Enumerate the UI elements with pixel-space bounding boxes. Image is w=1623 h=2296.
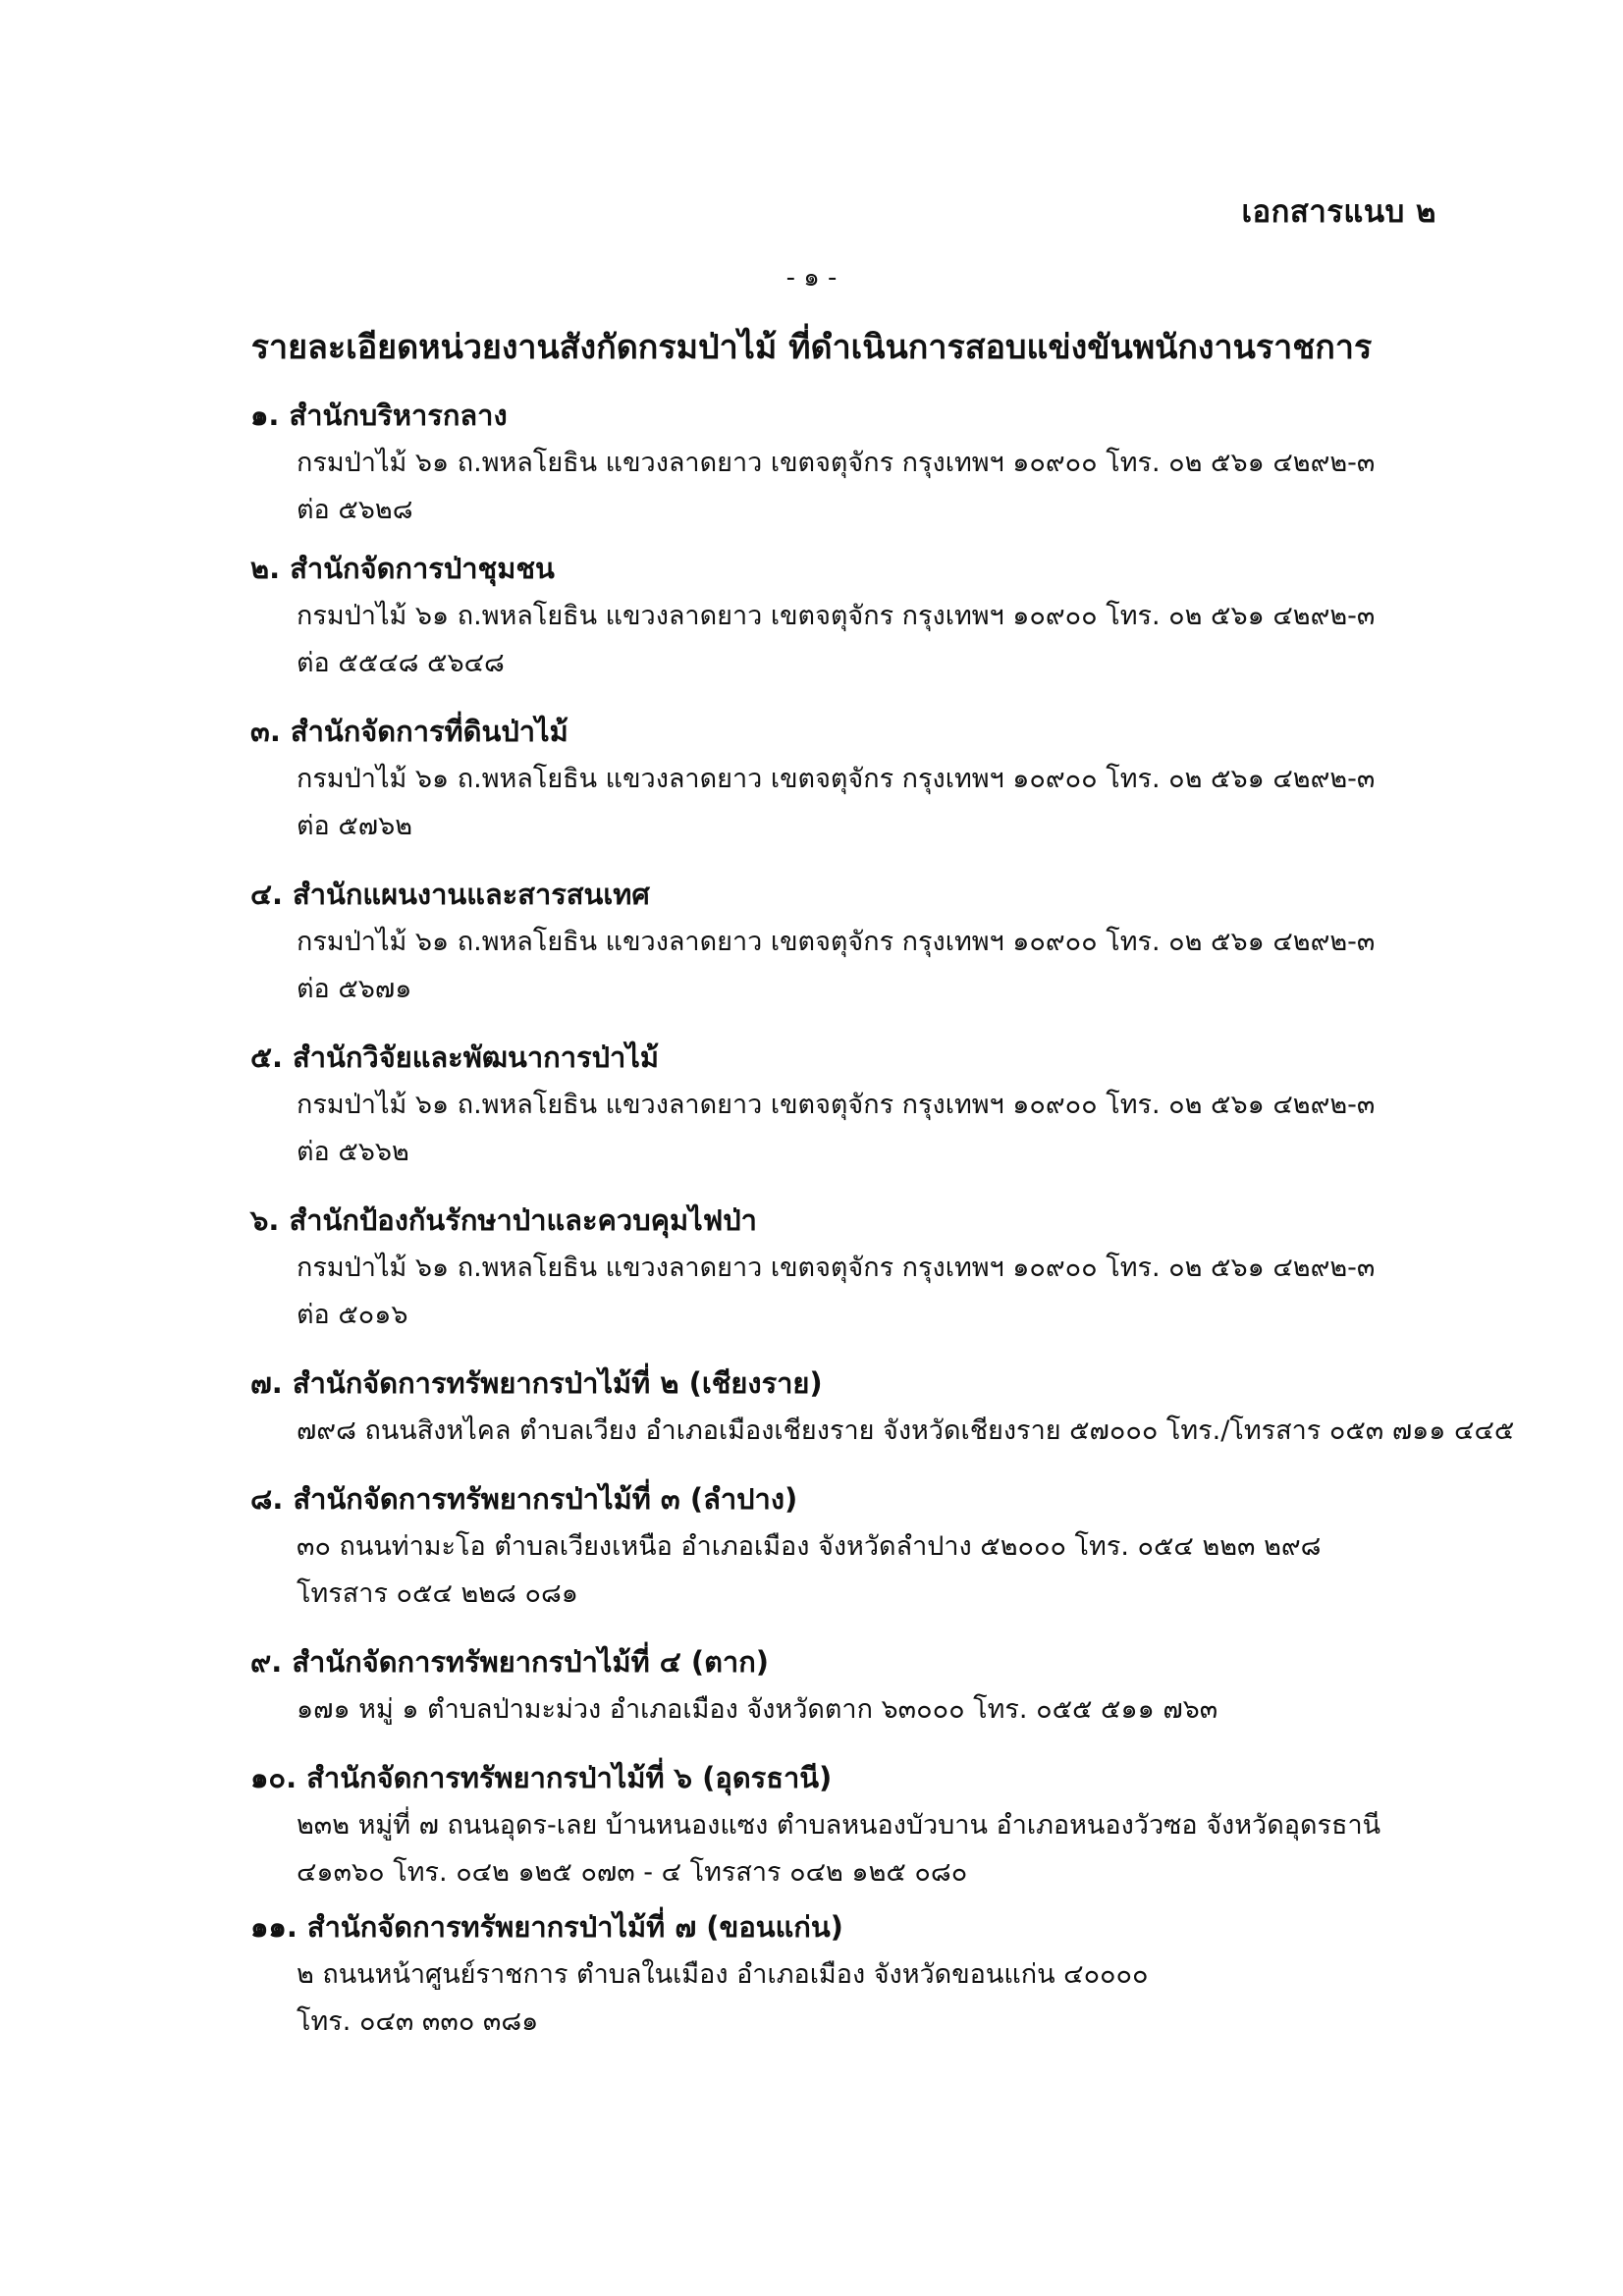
office-heading: ๘. สำนักจัดการทรัพยากรป่าไม้ที่ ๓ (ลำปาง) [250, 1482, 798, 1516]
office-extension: ต่อ ๕๗๖๒ [297, 811, 413, 841]
office-heading: ๓. สำนักจัดการที่ดินป่าไม้ [250, 715, 568, 748]
office-entry-6 [250, 1196, 1468, 1339]
office-entry-5 [250, 1033, 1468, 1176]
office-heading: ๑๐. สำนักจัดการทรัพยากรป่าไม้ที่ ๖ (อุดรธานี) [250, 1761, 833, 1794]
office-phone: โทร. ๐๔๓ ๓๓๐ ๓๘๑ [297, 2006, 539, 2037]
office-extension: ต่อ ๕๖๒๘ [297, 495, 413, 525]
office-address: ๒๓๒ หมู่ที่ ๗ ถนนอุดร-เลย บ้านหนองแซง ตำบลหนองบัวบาน อำเภอหนองวัวซอ จังหวัดอุดรธานี [297, 1810, 1381, 1841]
office-heading: ๒. สำนักจัดการป่าชุมชน [250, 552, 555, 585]
office-heading: ๑๑. สำนักจัดการทรัพยากรป่าไม้ที่ ๗ (ขอนแก่น) [250, 1910, 843, 1944]
office-fax: โทรสาร ๐๕๔ ๒๒๘ ๐๘๑ [297, 1578, 578, 1609]
office-phone-fax: ๔๑๓๖๐ โทร. ๐๔๒ ๑๒๕ ๐๗๓ - ๔ โทรสาร ๐๔๒ ๑๒๕ ๐๘๐ [297, 1857, 968, 1888]
office-extension: ต่อ ๕๖๗๑ [297, 974, 412, 1004]
office-address: ๑๗๑ หมู่ ๑ ตำบลป่ามะม่วง อำเภอเมือง จังหวัดตาก ๖๓๐๐๐ โทร. ๐๕๕ ๕๑๑ ๗๖๓ [297, 1694, 1218, 1725]
office-entry-11 [250, 1902, 1468, 2046]
office-entry-4 [250, 870, 1468, 1013]
office-extension: ต่อ ๕๖๖๒ [297, 1137, 409, 1167]
office-entry-2 [250, 544, 1468, 687]
office-address: ๒ ถนนหน้าศูนย์ราชการ ตำบลในเมือง อำเภอเมือง จังหวัดขอนแก่น ๔๐๐๐๐ [297, 1959, 1149, 1990]
office-address: กรมป่าไม้ ๖๑ ถ.พหลโยธิน แขวงลาดยาว เขตจตุจักร กรุงเทพฯ ๑๐๙๐๐ โทร. ๐๒ ๕๖๑ ๔๒๙๒-๓ [297, 601, 1376, 631]
attachment-label: เอกสารแนบ ๒ [1241, 194, 1436, 230]
office-extension: ต่อ ๕๐๑๖ [297, 1300, 408, 1330]
office-entry-1 [250, 391, 1468, 534]
office-entry-10 [250, 1753, 1468, 1896]
office-heading: ๕. สำนักวิจัยและพัฒนาการป่าไม้ [250, 1041, 659, 1074]
office-entry-9 [250, 1637, 1468, 1734]
office-entry-8 [250, 1474, 1468, 1618]
office-heading: ๑. สำนักบริหารกลาง [250, 399, 508, 432]
office-address: กรมป่าไม้ ๖๑ ถ.พหลโยธิน แขวงลาดยาว เขตจตุจักร กรุงเทพฯ ๑๐๙๐๐ โทร. ๐๒ ๕๖๑ ๔๒๙๒-๓ [297, 1253, 1376, 1283]
office-heading: ๙. สำนักจัดการทรัพยากรป่าไม้ที่ ๔ (ตาก) [250, 1645, 770, 1679]
office-heading: ๖. สำนักป้องกันรักษาป่าและควบคุมไฟป่า [250, 1203, 757, 1237]
office-entry-3 [250, 707, 1468, 850]
office-address: ๗๙๘ ถนนสิงหไคล ตำบลเวียง อำเภอเมืองเชียงราย จังหวัดเชียงราย ๕๗๐๐๐ โทร./โทรสาร ๐๕๓ ๗๑๑ ๔๔๕ [297, 1415, 1515, 1446]
page-number: - ๑ - [785, 263, 838, 293]
office-heading: ๔. สำนักแผนงานและสารสนเทศ [250, 878, 650, 911]
office-address: กรมป่าไม้ ๖๑ ถ.พหลโยธิน แขวงลาดยาว เขตจตุจักร กรุงเทพฯ ๑๐๙๐๐ โทร. ๐๒ ๕๖๑ ๔๒๙๒-๓ [297, 764, 1376, 794]
office-list [250, 391, 1515, 2046]
document-title: รายละเอียดหน่วยงานสังกัดกรมป่าไม้ ที่ดำเนินการสอบแข่งขันพนักงานราชการ [250, 328, 1373, 367]
office-entry-7 [250, 1359, 1515, 1455]
office-address: กรมป่าไม้ ๖๑ ถ.พหลโยธิน แขวงลาดยาว เขตจตุจักร กรุงเทพฯ ๑๐๙๐๐ โทร. ๐๒ ๕๖๑ ๔๒๙๒-๓ [297, 1090, 1376, 1120]
office-address: กรมป่าไม้ ๖๑ ถ.พหลโยธิน แขวงลาดยาว เขตจตุจักร กรุงเทพฯ ๑๐๙๐๐ โทร. ๐๒ ๕๖๑ ๔๒๙๒-๓ [297, 927, 1376, 957]
office-heading: ๗. สำนักจัดการทรัพยากรป่าไม้ที่ ๒ (เชียงราย) [250, 1366, 823, 1400]
office-address: ๓๐ ถนนท่ามะโอ ตำบลเวียงเหนือ อำเภอเมือง จังหวัดลำปาง ๕๒๐๐๐ โทร. ๐๕๔ ๒๒๓ ๒๙๘ [297, 1531, 1322, 1562]
office-address: กรมป่าไม้ ๖๑ ถ.พหลโยธิน แขวงลาดยาว เขตจตุจักร กรุงเทพฯ ๑๐๙๐๐ โทร. ๐๒ ๕๖๑ ๔๒๙๒-๓ [297, 448, 1376, 478]
office-extension: ต่อ ๕๕๔๘ ๕๖๔๘ [297, 648, 505, 678]
